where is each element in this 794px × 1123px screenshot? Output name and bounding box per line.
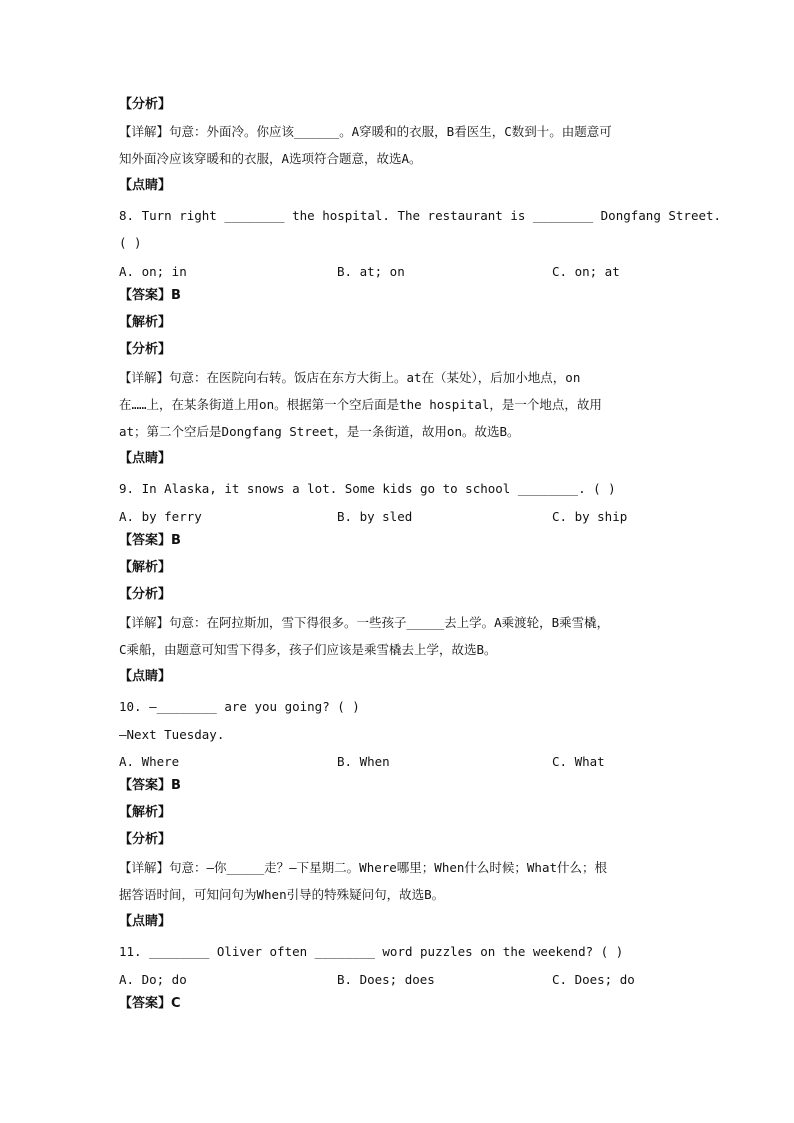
option-c: C. What (552, 754, 605, 769)
explanation-heading: 【解析】 (119, 315, 172, 330)
answer-heading: 【答案】B (119, 533, 181, 548)
explanation-heading: 【解析】 (119, 805, 172, 820)
tip-heading: 【点睛】 (119, 669, 172, 684)
detail-line: 在……上，在某条街道上用on。根据第一个空后面是the hospital，是一个地点，故用 (119, 397, 602, 412)
option-b: B. at; on (337, 264, 405, 279)
tip-heading: 【点睛】 (119, 178, 172, 193)
tip-heading: 【点睛】 (119, 914, 172, 929)
tip-heading: 【点睛】 (119, 451, 172, 466)
detail-line: 【详解】句意：在医院向右转。饭店在东方大街上。at在（某处），后加小地点，on (119, 370, 581, 385)
question-8-bracket: ( ) (119, 235, 142, 250)
answer-heading: 【答案】B (119, 288, 181, 303)
option-a: A. on; in (119, 264, 187, 279)
question-10-reply: —Next Tuesday. (119, 727, 225, 742)
question-11: 11. ________ Oliver often ________ word puzzles on the weekend? ( ) (119, 944, 624, 959)
detail-line: 【详解】句意：在阿拉斯加，雪下得很多。一些孩子_____去上学。A乘渡轮，B乘雪橇， (119, 615, 610, 630)
option-b: B. Does; does (337, 972, 435, 987)
detail-line: C乘船，由题意可知雪下得多，孩子们应该是乘雪橇去上学，故选B。 (119, 642, 497, 657)
analysis-heading: 【分析】 (119, 97, 172, 112)
option-b: B. When (337, 754, 390, 769)
question-9: 9. In Alaska, it snows a lot. Some kids go to school ________. ( ) (119, 481, 616, 496)
answer-heading: 【答案】C (119, 996, 181, 1011)
analysis-heading: 【分析】 (119, 587, 172, 602)
option-a: A. Do; do (119, 972, 187, 987)
detail-line: 据答语时间，可知问句为When引导的特殊疑问句，故选B。 (119, 887, 445, 902)
option-a: A. by ferry (119, 509, 202, 524)
detail-line: 【详解】句意：外面冷。你应该______。A穿暖和的衣服，B看医生，C数到十。由题意可 (119, 124, 612, 139)
answer-heading: 【答案】B (119, 778, 181, 793)
detail-line: at；第二个空后是Dongfang Street，是一条街道，故用on。故选B。 (119, 424, 520, 439)
option-b: B. by sled (337, 509, 413, 524)
analysis-heading: 【分析】 (119, 342, 172, 357)
option-c: C. by ship (552, 509, 628, 524)
option-c: C. on; at (552, 264, 620, 279)
detail-line: 知外面冷应该穿暖和的衣服，A选项符合题意，故选A。 (119, 151, 422, 166)
detail-line: 【详解】句意：—你_____走？—下星期二。Where哪里；When什么时候；What什么；根 (119, 860, 608, 875)
analysis-heading: 【分析】 (119, 832, 172, 847)
question-8: 8. Turn right ________ the hospital. The restaurant is ________ Dongfang Street. (119, 208, 722, 223)
option-a: A. Where (119, 754, 180, 769)
question-10: 10. —________ are you going? ( ) (119, 699, 360, 714)
option-c: C. Does; do (552, 972, 635, 987)
explanation-heading: 【解析】 (119, 560, 172, 575)
